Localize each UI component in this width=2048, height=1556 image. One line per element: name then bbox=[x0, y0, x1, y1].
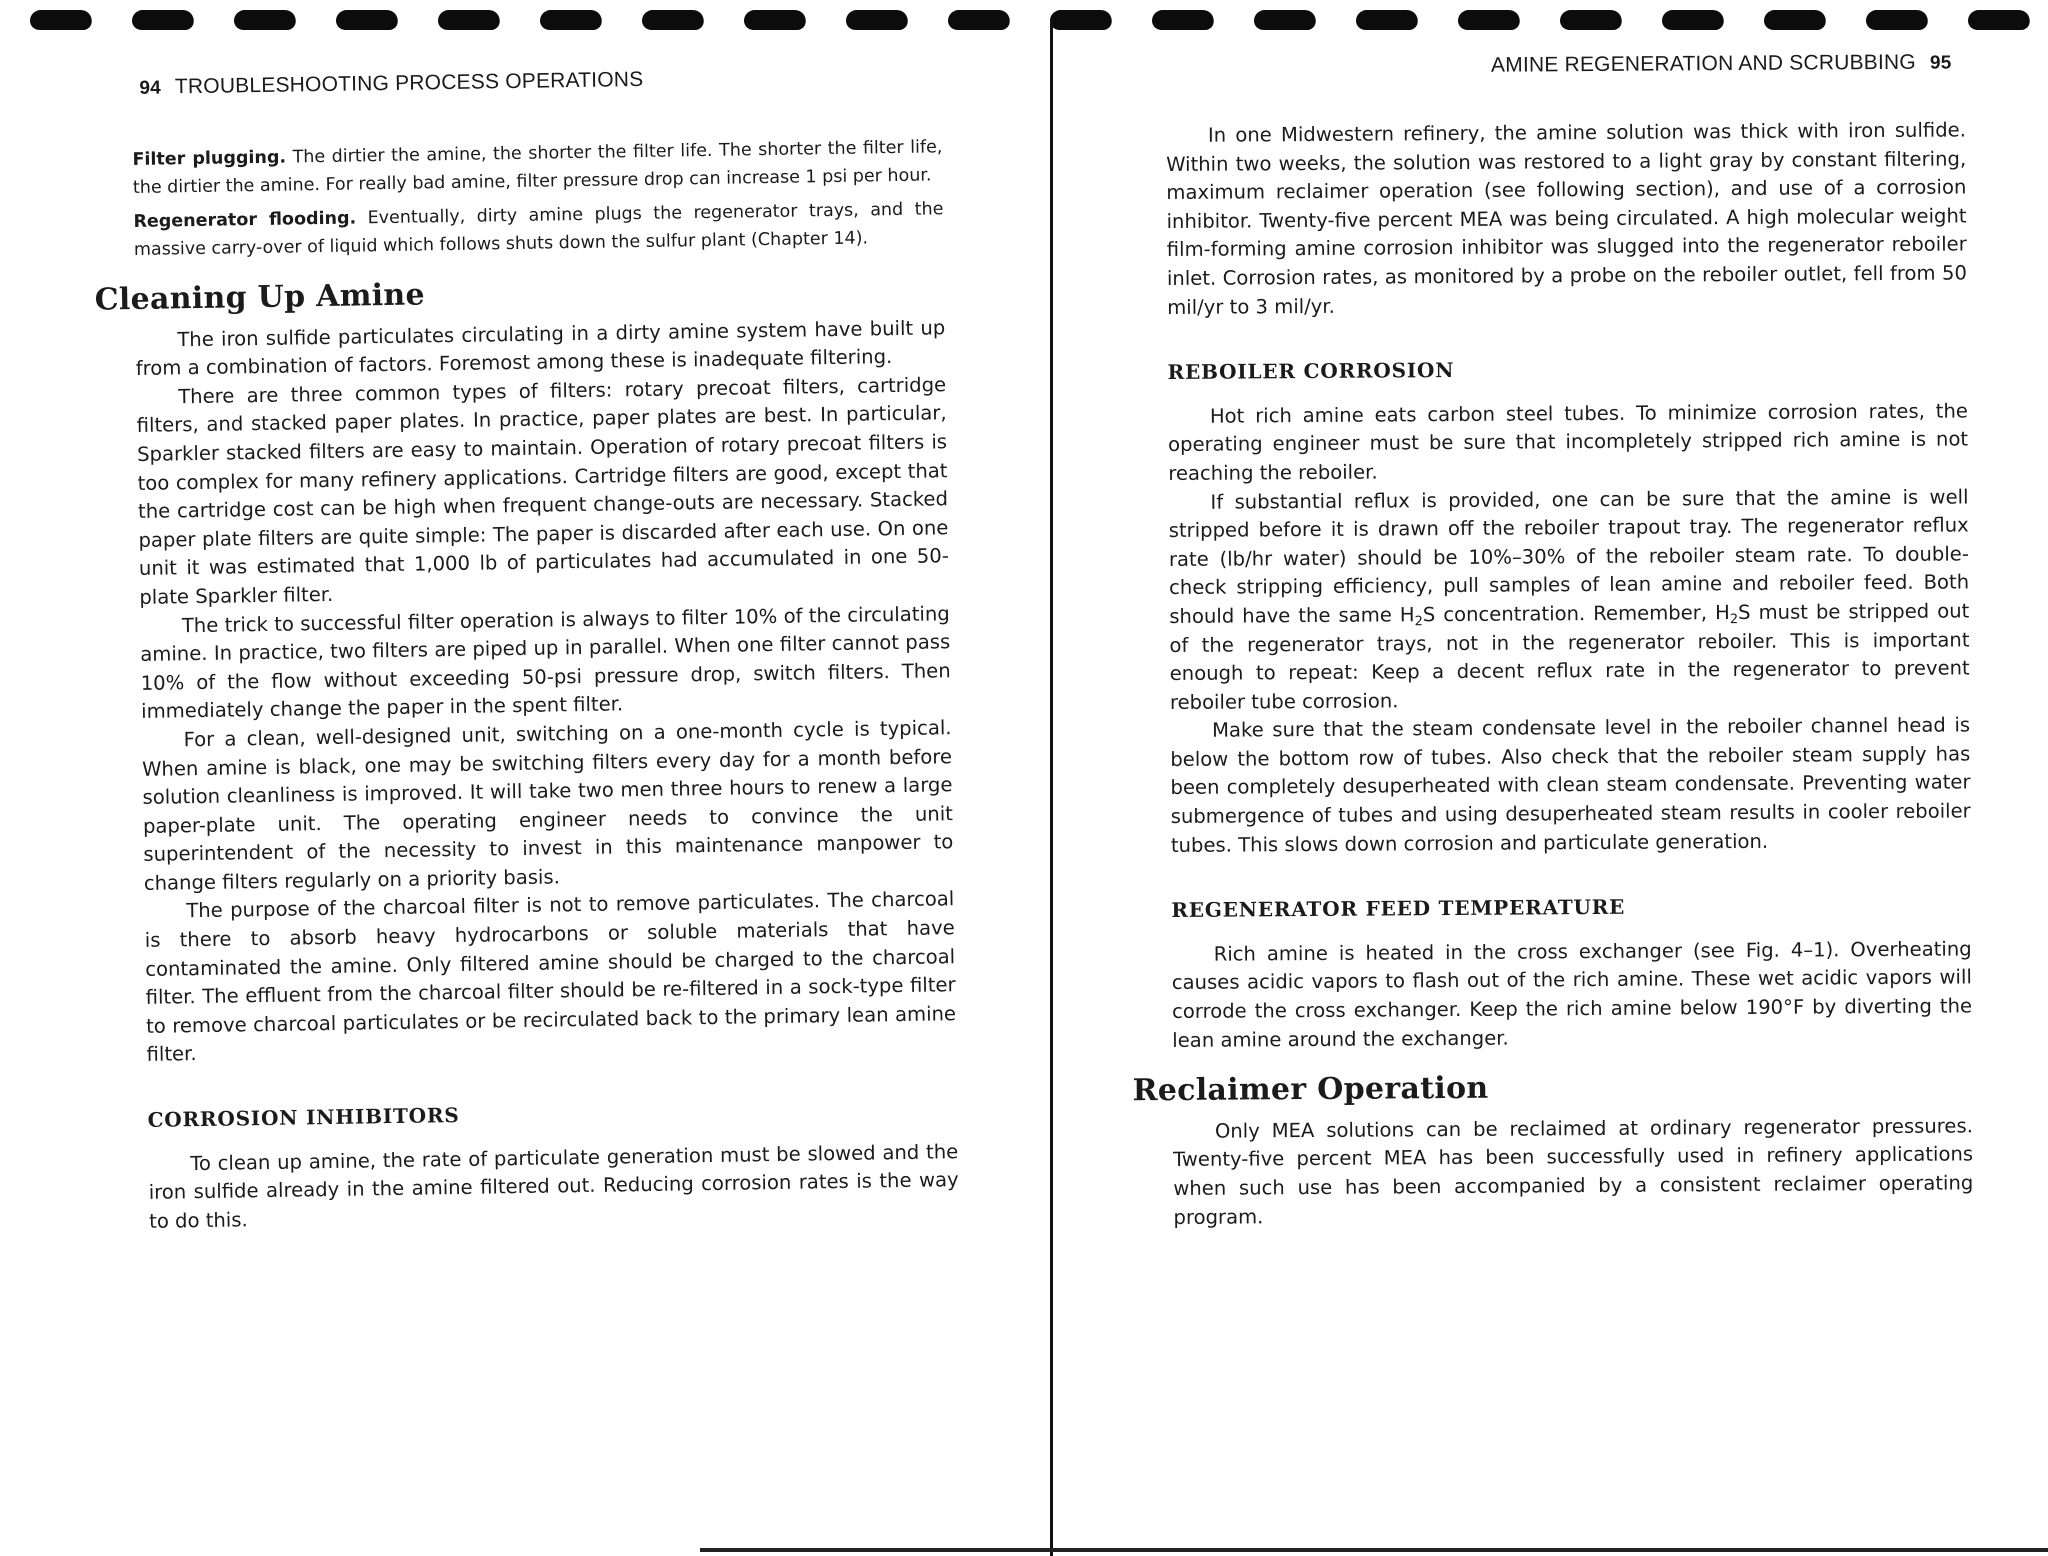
paragraph: The purpose of the charcoal filter is not to remove particulates. The charcoal is there to absorb heavy hydrocarbons or soluble materials that have contaminated the amine. Only filtered amine should be charged to the charcoal filter. The effluent from the charcoal filter should be re-filtered in a sock-type filter to remove charcoal particulates or be recirculated back to the primary lean amine filter. bbox=[144, 887, 957, 1067]
text-run: S must be stripped out of the regenerator trays, not in the regenerator reboiler. This is important enough to repeat: Keep a decent reflux rate in the regenerator to prevent reboiler tube corrosion. bbox=[1169, 599, 1970, 714]
paragraph: Rich amine is heated in the cross exchanger (see Fig. 4–1). Overheating causes acidic vapors to flash out of the rich amine. These wet acidic vapors will corrode the cross exchanger. Keep the rich amine below 190°F by diverting the lean amine around the exchanger. bbox=[1171, 937, 1973, 1052]
binding-hole bbox=[947, 10, 1012, 30]
text-run: S concentration. Remember, H bbox=[1422, 600, 1730, 627]
binding-hole bbox=[1049, 10, 1114, 30]
right-running-head bbox=[1491, 50, 1966, 77]
run-in-label: Regenerator flooding. bbox=[133, 208, 357, 232]
left-body bbox=[94, 133, 959, 1236]
left-running-head bbox=[125, 68, 643, 100]
paragraph bbox=[133, 195, 944, 264]
binding-hole bbox=[641, 10, 706, 30]
binding-hole bbox=[131, 10, 196, 30]
paragraph bbox=[1168, 483, 1970, 717]
binding-hole bbox=[233, 10, 298, 30]
subsection-heading: REGENERATOR FEED TEMPERATURE bbox=[1171, 895, 1626, 923]
binding-hole bbox=[1253, 10, 1318, 30]
paragraph: The iron sulfide particulates circulating in a dirty amine system have built up from a combination of factors. Foremost among these is inadequate filtering. bbox=[135, 315, 946, 381]
paragraph bbox=[132, 133, 943, 202]
paragraph: For a clean, well-designed unit, switching on a one-month cycle is typical. When amine is black, one may be switching filters every day for a month before solution cleanliness is improved. It will take two men three hours to renew a large paper-plate unit. The operating engineer needs to convince the unit superintendent of the necessity to invest in this maintenance manpower to change filters regularly on a priority basis. bbox=[141, 716, 954, 895]
binding-hole bbox=[1559, 10, 1624, 30]
subscript: 2 bbox=[1414, 614, 1423, 630]
binding-hole bbox=[1865, 10, 1930, 30]
binding-hole bbox=[743, 10, 808, 30]
binding-strip bbox=[0, 0, 2048, 36]
paragraph: Only MEA solutions can be reclaimed at ordinary regenerator pressures. Twenty-five percent MEA has been successfully used in refinery applications when such use has been accompanied by a consistent reclaimer operating program. bbox=[1173, 1114, 1974, 1229]
binding-hole bbox=[437, 10, 502, 30]
subsection-heading: CORROSION INHIBITORS bbox=[147, 1102, 460, 1132]
right-page-number: 95 bbox=[1929, 52, 1952, 74]
binding-hole bbox=[1661, 10, 1726, 30]
paragraph: To clean up amine, the rate of particulate generation must be slowed and the iron sulfide already in the amine filtered out. Reducing corrosion rates is the way to do this. bbox=[148, 1139, 959, 1233]
section-heading: Reclaimer Operation bbox=[1132, 1070, 1489, 1109]
run-in-paragraph bbox=[132, 133, 943, 202]
text-run: If substantial reflux is provided, one can be sure that the amine is well stripped before it is drawn off the reboiler trapout tray. The regenerator reflux rate (lb/hr water) should be 10%–30% of the reboiler steam rate. To double-check stripping efficiency, pull samples of lean amine and reboiler feed. Both should have the same H bbox=[1168, 484, 1970, 628]
subscript: 2 bbox=[1729, 611, 1739, 627]
right-body bbox=[1132, 116, 1974, 1232]
right-running-title: AMINE REGENERATION AND SCRUBBING bbox=[1490, 50, 1916, 77]
paragraph: Hot rich amine eats carbon steel tubes. To minimize corrosion rates, the operating engineer must be sure that incompletely stripped rich amine is not reaching the reboiler. bbox=[1168, 399, 1969, 485]
page-bottom-edge bbox=[700, 1548, 2048, 1552]
paragraph: There are three common types of filters: rotary precoat filters, cartridge filters, and stacked paper plates. In practice, paper plates are best. In particular, Sparkler stacked filters are easy to maintain. Operation of rotary precoat filters is too complex for many refinery applications. Cartridge filters are good, except that the cartridge cost can be high when frequent change-outs are necessary. Stacked paper plate filters are quite simple: The paper is discarded after each use. On one unit it was estimated that 1,000 lb of particulates had accumulated in one 50-plate Sparkler filter. bbox=[136, 373, 950, 609]
subsection-heading: REBOILER CORROSION bbox=[1167, 358, 1455, 385]
run-in-text: The dirtier the amine, the shorter the filter life. The shorter the filter life, the dirtier the amine. For really bad amine, filter pressure drop can increase 1 psi per hour. bbox=[132, 137, 943, 198]
page-gutter bbox=[1050, 20, 1053, 1556]
run-in-text: Eventually, dirty amine plugs the regenerator trays, and the massive carry-over of liquid which follows shuts down the sulfur plant (Chapter 14). bbox=[133, 199, 944, 260]
binding-hole bbox=[1967, 10, 2032, 30]
binding-hole bbox=[1457, 10, 1522, 30]
binding-hole bbox=[845, 10, 910, 30]
binding-hole bbox=[539, 10, 604, 30]
binding-hole bbox=[1763, 10, 1828, 30]
left-running-title: TROUBLESHOOTING PROCESS OPERATIONS bbox=[174, 67, 644, 99]
run-in-paragraph bbox=[133, 195, 944, 264]
binding-hole bbox=[1151, 10, 1216, 30]
paragraph: In one Midwestern refinery, the amine solution was thick with iron sulfide. Within two weeks, the solution was restored to a light gray by constant filtering, maximum reclaimer operation (see following section), and use of a corrosion inhibitor. Twenty-five percent MEA was being circulated. A high molecular weight film-forming amine corrosion inhibitor was slugged into the regenerator reboiler inlet. Corrosion rates, as monitored by a probe on the reboiler outlet, fell from 50 mil/yr to 3 mil/yr. bbox=[1166, 118, 1968, 319]
binding-hole bbox=[335, 10, 400, 30]
paragraph: Make sure that the steam condensate level in the reboiler channel head is below the bottom row of tubes. Also check that the reboiler steam supply has been completely desuperheated with clean steam condensate. Preventing water submergence of tubes and using desuperheated steam results in cooler reboiler tubes. This slows down corrosion and particulate generation. bbox=[1170, 713, 1971, 857]
binding-hole bbox=[1355, 10, 1420, 30]
left-page-number: 94 bbox=[139, 77, 162, 99]
binding-hole bbox=[29, 10, 94, 30]
section-heading: Cleaning Up Amine bbox=[94, 277, 426, 318]
paragraph: The trick to successful filter operation is always to filter 10% of the circulating amine. In practice, two filters are piped up in parallel. When one filter cannot pass 10% of the flow without exceeding 50-psi pressure drop, switch filters. Then immediately change the paper in the spent filter. bbox=[140, 601, 951, 724]
run-in-label: Filter plugging. bbox=[132, 147, 287, 170]
